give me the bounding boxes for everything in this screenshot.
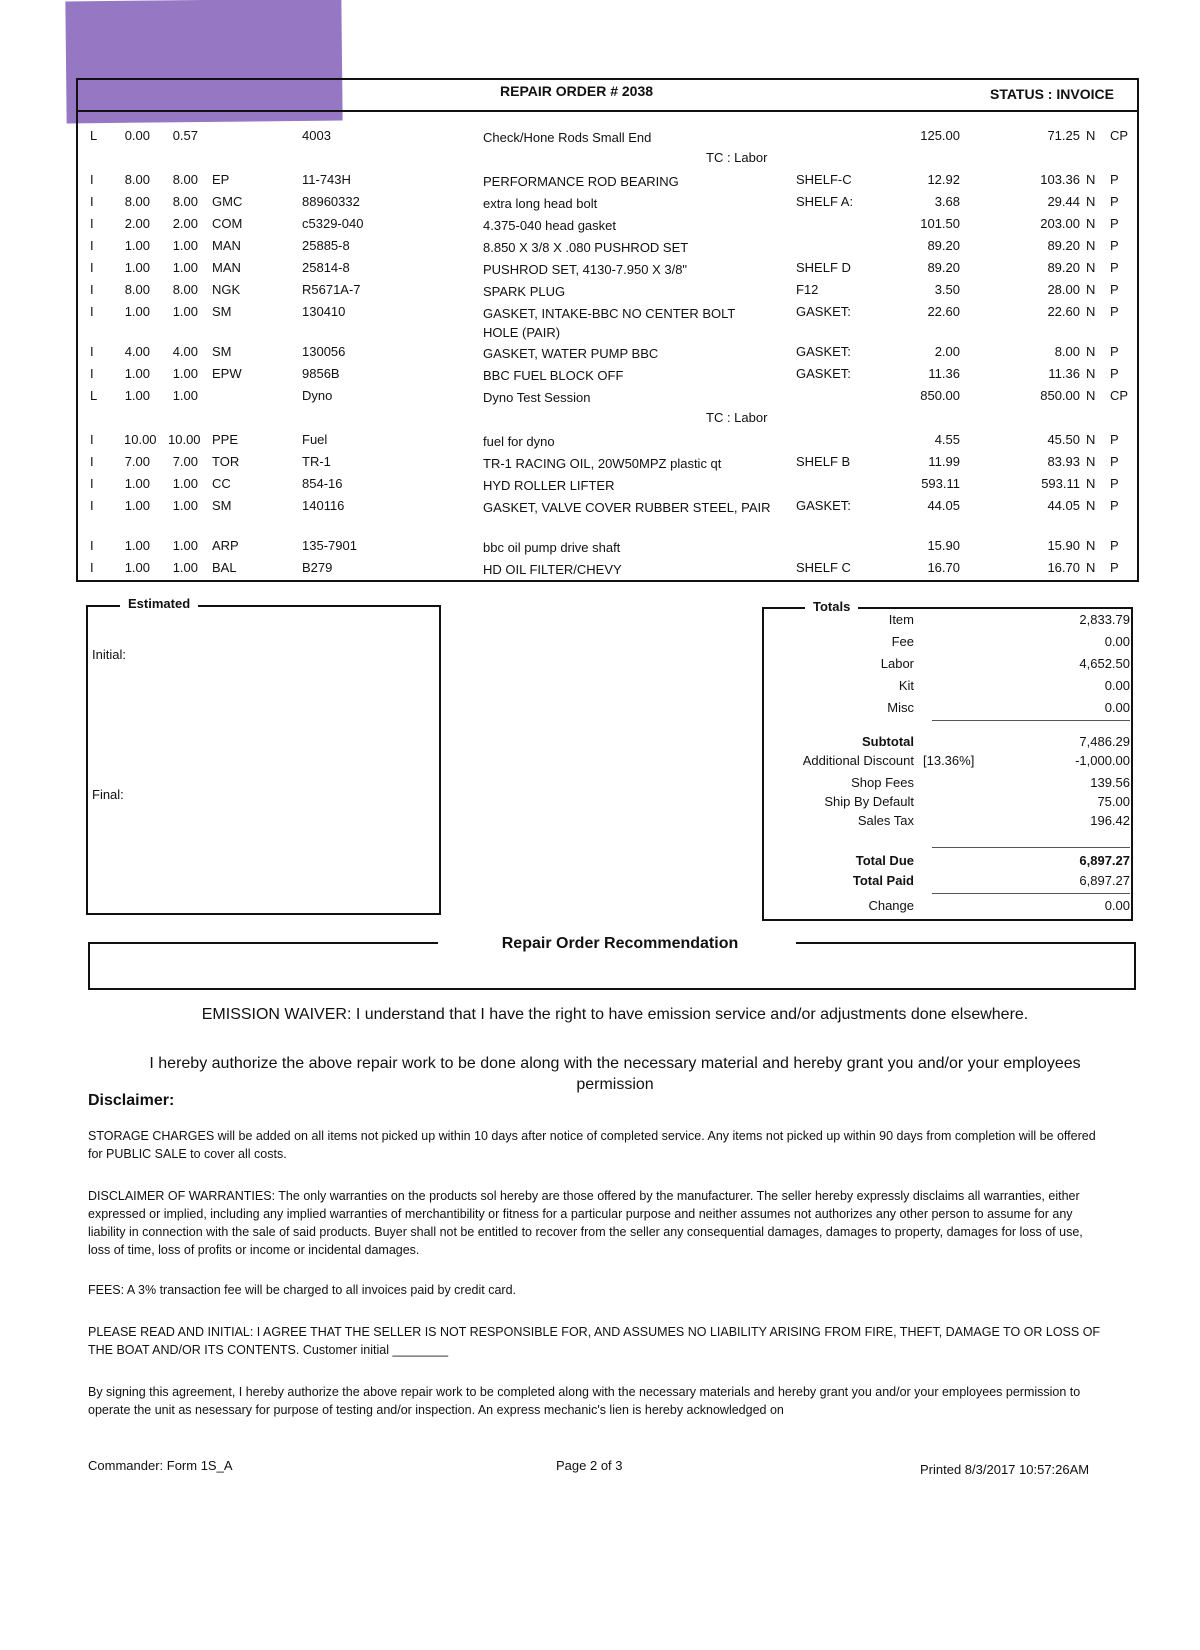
cell-vendor: EPW: [212, 366, 242, 381]
cell-qty2: 1.00: [172, 238, 198, 253]
cell-qty1: 10.00: [124, 432, 157, 447]
total-due-label: Total Due: [855, 853, 914, 868]
cell-unit: 89.20: [927, 238, 960, 253]
cell-qty2: 1.00: [172, 498, 198, 513]
cell-qty2: 1.00: [172, 260, 198, 275]
cell-tax: N: [1086, 432, 1096, 447]
cell-loc: SHELF-C: [796, 172, 852, 187]
sales-tax-label: Sales Tax: [857, 813, 914, 828]
cell-ext: 83.93: [1047, 454, 1080, 469]
cell-ext: 203.00: [1040, 216, 1080, 231]
cell-qty2: 1.00: [172, 476, 198, 491]
fee-label: Fee: [891, 634, 914, 649]
cell-tax: N: [1086, 366, 1096, 381]
cell-vendor: SM: [212, 344, 232, 359]
cell-desc: 8.850 X 3/8 X .080 PUSHROD SET: [483, 240, 689, 255]
cell-vendor: COM: [212, 216, 243, 231]
cell-tax: N: [1086, 388, 1096, 403]
signing-paragraph: By signing this agreement, I hereby authorize the above repair work to be completed along with the necessary materials and hereby grant you and/or your employees permission to operate the unit as nesessary for purpose of testing and/or inspection. An express mechanic's lien is hereby acknowledged on: [88, 1385, 1081, 1417]
estimated-title: Estimated: [120, 596, 198, 611]
cell-tax: N: [1086, 260, 1096, 275]
table-row: [0, 304, 1200, 340]
cell-code: P: [1110, 454, 1119, 469]
cell-desc: TR-1 RACING OIL, 20W50MPZ plastic qt: [483, 456, 722, 471]
cell-desc: BBC FUEL BLOCK OFF: [483, 368, 624, 383]
cell-vendor: NGK: [212, 282, 241, 297]
table-row: [0, 216, 1200, 234]
repair-order-title: REPAIR ORDER # 2038: [500, 83, 654, 99]
tc-labor-label: TC : Labor: [706, 150, 768, 165]
cell-type: I: [90, 366, 94, 381]
cell-loc: F12: [796, 282, 819, 297]
cell-tax: N: [1086, 344, 1096, 359]
cell-desc: extra long head bolt: [483, 196, 598, 211]
cell-desc: Check/Hone Rods Small End: [483, 130, 652, 145]
change-label: Change: [868, 898, 914, 913]
cell-qty1: 0.00: [124, 128, 150, 143]
cell-qty1: 4.00: [124, 344, 150, 359]
misc-value: 0.00: [1104, 700, 1130, 715]
cell-type: I: [90, 344, 94, 359]
cell-tax: N: [1086, 476, 1096, 491]
cell-tax: N: [1086, 454, 1096, 469]
cell-ext: 11.36: [1048, 366, 1080, 381]
cell-code: CP: [1110, 388, 1129, 403]
table-row: [0, 282, 1200, 300]
item-label: Item: [888, 612, 914, 627]
cell-vendor: BAL: [212, 560, 237, 575]
cell-qty1: 1.00: [124, 388, 150, 403]
form-id: Commander: Form 1S_A: [88, 1458, 233, 1473]
cell-type: I: [90, 454, 94, 469]
storage-paragraph: STORAGE CHARGES will be added on all items not picked up within 10 days after notice of completed service. Any items not picked up within 90 days from completion will be offered for PUBLIC SALE to cover all costs.: [88, 1129, 1096, 1161]
cell-vendor: SM: [212, 304, 232, 319]
page-number: Page 2 of 3: [556, 1458, 623, 1473]
cell-desc: PERFORMANCE ROD BEARING: [483, 174, 679, 189]
ship-value: 75.00: [1097, 794, 1130, 809]
tc-labor-label: TC : Labor: [706, 410, 768, 425]
kit-label: Kit: [898, 678, 914, 693]
cell-desc: HYD ROLLER LIFTER: [483, 478, 615, 493]
total-paid-label: Total Paid: [852, 873, 914, 888]
subtotal-value: 7,486.29: [1079, 734, 1130, 749]
labor-label: Labor: [880, 656, 914, 671]
cell-loc: SHELF A:: [796, 194, 854, 209]
discount-value: -1,000.00: [1075, 753, 1130, 768]
cell-code: P: [1110, 476, 1119, 491]
cell-vendor: TOR: [212, 454, 240, 469]
cell-unit: 125.00: [920, 128, 960, 143]
change-value: 0.00: [1104, 898, 1130, 913]
emission-waiver: EMISSION WAIVER: I understand that I have the right to have emission service and/or adjustments done elsewhere.: [201, 1006, 1029, 1023]
cell-code: P: [1110, 172, 1119, 187]
total-due-value: 6,897.27: [1079, 853, 1130, 868]
cell-part: TR-1: [302, 454, 331, 469]
cell-code: P: [1110, 344, 1119, 359]
cell-desc: fuel for dyno: [483, 434, 555, 449]
cell-qty1: 8.00: [124, 282, 150, 297]
cell-unit: 850.00: [920, 388, 960, 403]
cell-tax: N: [1086, 304, 1096, 319]
cell-desc: GASKET, WATER PUMP BBC: [483, 346, 659, 361]
cell-qty2: 8.00: [172, 282, 198, 297]
cell-qty1: 1.00: [124, 366, 150, 381]
cell-tax: N: [1086, 538, 1096, 553]
cell-ext: 22.60: [1047, 304, 1080, 319]
cell-tax: N: [1086, 560, 1096, 575]
cell-ext: 103.36: [1040, 172, 1080, 187]
cell-unit: 11.36: [928, 366, 960, 381]
table-row: [0, 128, 1200, 146]
cell-qty1: 2.00: [124, 216, 150, 231]
cell-unit: 3.50: [934, 282, 960, 297]
cell-qty1: 7.00: [124, 454, 150, 469]
cell-tax: N: [1086, 128, 1096, 143]
status-badge: STATUS : INVOICE: [990, 86, 1114, 102]
item-value: 2,833.79: [1079, 612, 1130, 627]
table-row: [0, 238, 1200, 256]
recommendation-title: Repair Order Recommendation: [501, 935, 739, 952]
cell-vendor: CC: [212, 476, 231, 491]
cell-desc: SPARK PLUG: [483, 284, 566, 299]
divider: [932, 720, 1130, 721]
cell-ext: 45.50: [1047, 432, 1080, 447]
cell-qty1: 8.00: [124, 172, 150, 187]
cell-type: I: [90, 172, 94, 187]
shop-fees-value: 139.56: [1090, 775, 1130, 790]
table-row: [0, 454, 1200, 472]
cell-vendor: PPE: [212, 432, 239, 447]
cell-part: 11-743H: [302, 172, 351, 187]
cell-ext: 29.44: [1047, 194, 1080, 209]
estimated-box: [86, 605, 441, 915]
totals-title: Totals: [805, 599, 858, 614]
cell-qty1: 1.00: [124, 260, 150, 275]
cell-qty1: 1.00: [124, 560, 150, 575]
discount-label: Additional Discount: [802, 753, 914, 768]
cell-loc: SHELF D: [796, 260, 851, 275]
cell-code: P: [1110, 260, 1119, 275]
cell-code: P: [1110, 538, 1119, 553]
cell-code: P: [1110, 194, 1119, 209]
cell-tax: N: [1086, 216, 1096, 231]
kit-value: 0.00: [1104, 678, 1130, 693]
cell-type: L: [90, 388, 98, 403]
cell-ext: 28.00: [1047, 282, 1080, 297]
cell-vendor: MAN: [212, 260, 241, 275]
cell-qty2: 1.00: [172, 304, 198, 319]
cell-part: 4003: [302, 128, 331, 143]
cell-part: 25814-8: [302, 260, 350, 275]
cell-type: I: [90, 282, 94, 297]
cell-loc: GASKET:: [796, 366, 851, 381]
initial-paragraph: PLEASE READ AND INITIAL: I AGREE THAT THE SELLER IS NOT RESPONSIBLE FOR, AND ASSUMES NO LIABILITY ARISING FROM FIRE, THEFT, DAMAGE TO OR LOSS OF THE BOAT AND/OR ITS CONTENTS. Customer initial ________: [88, 1325, 1101, 1357]
misc-label: Misc: [887, 700, 914, 715]
cell-loc: SHELF C: [796, 560, 851, 575]
table-row: [0, 538, 1200, 556]
cell-unit: 4.55: [934, 432, 960, 447]
initial-label: Initial:: [92, 647, 126, 662]
cell-unit: 593.11: [921, 476, 960, 491]
cell-unit: 15.90: [927, 538, 960, 553]
cell-part: B279: [302, 560, 333, 575]
cell-type: I: [90, 216, 94, 231]
cell-code: P: [1110, 366, 1119, 381]
cell-desc: HD OIL FILTER/CHEVY: [483, 562, 622, 577]
cell-type: I: [90, 498, 94, 513]
cell-unit: 22.60: [927, 304, 960, 319]
cell-vendor: GMC: [212, 194, 243, 209]
cell-ext: 89.20: [1047, 260, 1080, 275]
cell-code: P: [1110, 238, 1119, 253]
cell-tax: N: [1086, 172, 1096, 187]
total-paid-value: 6,897.27: [1079, 873, 1130, 888]
cell-type: I: [90, 538, 94, 553]
fees-paragraph: FEES: A 3% transaction fee will be charged to all invoices paid by credit card.: [88, 1283, 517, 1297]
table-row: [0, 476, 1200, 494]
cell-part: 88960332: [302, 194, 360, 209]
cell-loc: GASKET:: [796, 304, 851, 319]
cell-ext: 16.70: [1047, 560, 1080, 575]
cell-qty2: 8.00: [172, 194, 198, 209]
cell-ext: 593.11: [1041, 476, 1080, 491]
cell-unit: 2.00: [934, 344, 960, 359]
cell-qty2: 8.00: [172, 172, 198, 187]
subtotal-label: Subtotal: [862, 734, 914, 749]
cell-code: P: [1110, 560, 1119, 575]
labor-value: 4,652.50: [1079, 656, 1130, 671]
divider: [932, 847, 1130, 848]
cell-part: c5329-040: [302, 216, 364, 231]
cell-ext: 71.25: [1047, 128, 1080, 143]
cell-unit: 44.05: [927, 498, 960, 513]
cell-type: I: [90, 194, 94, 209]
cell-code: P: [1110, 304, 1119, 319]
table-row: [0, 388, 1200, 406]
cell-tax: N: [1086, 282, 1096, 297]
disclaimer-heading: Disclaimer:: [88, 1092, 175, 1109]
cell-type: I: [90, 260, 94, 275]
cell-part: R5671A-7: [302, 282, 361, 297]
discount-percent: [13.36%]: [923, 753, 975, 768]
cell-ext: 850.00: [1040, 388, 1080, 403]
cell-part: 130410: [302, 304, 346, 319]
cell-loc: SHELF B: [796, 454, 851, 469]
cell-part: Fuel: [302, 432, 328, 447]
cell-tax: N: [1086, 238, 1096, 253]
cell-ext: 15.90: [1047, 538, 1080, 553]
sales-tax-value: 196.42: [1090, 813, 1130, 828]
cell-qty2: 1.00: [172, 538, 198, 553]
cell-unit: 12.92: [927, 172, 960, 187]
cell-loc: GASKET:: [796, 344, 851, 359]
cell-part: 25885-8: [302, 238, 350, 253]
cell-tax: N: [1086, 498, 1096, 513]
cell-qty2: 0.57: [172, 128, 198, 143]
cell-ext: 44.05: [1047, 498, 1080, 513]
table-row: [0, 498, 1200, 516]
table-row: [0, 172, 1200, 190]
cell-part: 135-7901: [302, 538, 357, 553]
table-row: [0, 260, 1200, 278]
fee-value: 0.00: [1104, 634, 1130, 649]
cell-desc: GASKET, INTAKE-BBC NO CENTER BOLT HOLE (PAIR): [483, 306, 736, 340]
cell-code: P: [1110, 498, 1119, 513]
cell-qty1: 8.00: [124, 194, 150, 209]
cell-type: L: [90, 128, 98, 143]
cell-qty2: 7.00: [172, 454, 198, 469]
cell-ext: 8.00: [1054, 344, 1080, 359]
cell-qty2: 10.00: [168, 432, 201, 447]
authorization-text: I hereby authorize the above repair work to be done along with the necessary material and hereby grant you and/or your employees permission: [149, 1055, 1081, 1093]
cell-type: I: [90, 476, 94, 491]
cell-unit: 11.99: [928, 454, 960, 469]
cell-qty1: 1.00: [124, 498, 150, 513]
cell-desc: 4.375-040 head gasket: [483, 218, 616, 233]
cell-qty2: 4.00: [172, 344, 198, 359]
cell-unit: 89.20: [927, 260, 960, 275]
cell-type: I: [90, 304, 94, 319]
cell-desc: bbc oil pump drive shaft: [483, 540, 621, 555]
cell-part: 130056: [302, 344, 346, 359]
cell-qty1: 1.00: [124, 538, 150, 553]
cell-qty2: 2.00: [172, 216, 198, 231]
cell-qty2: 1.00: [172, 560, 198, 575]
cell-vendor: EP: [212, 172, 230, 187]
table-row: [0, 344, 1200, 362]
cell-code: P: [1110, 282, 1119, 297]
cell-desc: GASKET, VALVE COVER RUBBER STEEL, PAIR: [483, 500, 771, 515]
cell-type: I: [90, 432, 94, 447]
cell-qty1: 1.00: [124, 238, 150, 253]
cell-part: Dyno: [302, 388, 333, 403]
cell-ext: 89.20: [1047, 238, 1080, 253]
cell-qty1: 1.00: [124, 476, 150, 491]
final-label: Final:: [92, 787, 124, 802]
cell-part: 9856B: [302, 366, 340, 381]
cell-desc: PUSHROD SET, 4130-7.950 X 3/8": [483, 262, 688, 277]
cell-qty1: 1.00: [124, 304, 150, 319]
cell-vendor: SM: [212, 498, 232, 513]
cell-vendor: ARP: [212, 538, 239, 553]
cell-tax: N: [1086, 194, 1096, 209]
cell-type: I: [90, 238, 94, 253]
warranties-paragraph: DISCLAIMER OF WARRANTIES: The only warranties on the products sol hereby are those offered by the manufacturer. The seller hereby expressly disclaims all warranties, either expressed or implied, including any implied warranties of merchantibility or fitness for a particular purpose and neither assumes not authorizes any other person to assume for any liability in connection with the sale of said products. Buyer shall not be entitled to recover from the seller any consequential damages, damages to property, damages for loss of use, loss of time, loss of profits or income or incidental damages.: [88, 1189, 1083, 1257]
ship-label: Ship By Default: [824, 794, 914, 809]
cell-part: 854-16: [302, 476, 343, 491]
cell-qty2: 1.00: [172, 366, 198, 381]
cell-code: P: [1110, 216, 1119, 231]
cell-code: CP: [1110, 128, 1129, 143]
table-row: [0, 366, 1200, 384]
cell-desc: Dyno Test Session: [483, 390, 591, 405]
shop-fees-label: Shop Fees: [851, 775, 914, 790]
table-row: [0, 194, 1200, 212]
cell-unit: 101.50: [920, 216, 960, 231]
cell-vendor: MAN: [212, 238, 241, 253]
printed-timestamp: Printed 8/3/2017 10:57:26AM: [920, 1462, 1090, 1477]
cell-loc: GASKET:: [796, 498, 851, 513]
divider: [932, 893, 1130, 894]
cell-code: P: [1110, 432, 1119, 447]
cell-qty2: 1.00: [172, 388, 198, 403]
cell-unit: 16.70: [927, 560, 960, 575]
cell-unit: 3.68: [934, 194, 960, 209]
cell-part: 140116: [302, 498, 345, 513]
table-row: [0, 560, 1200, 578]
cell-type: I: [90, 560, 94, 575]
table-row: [0, 432, 1200, 450]
